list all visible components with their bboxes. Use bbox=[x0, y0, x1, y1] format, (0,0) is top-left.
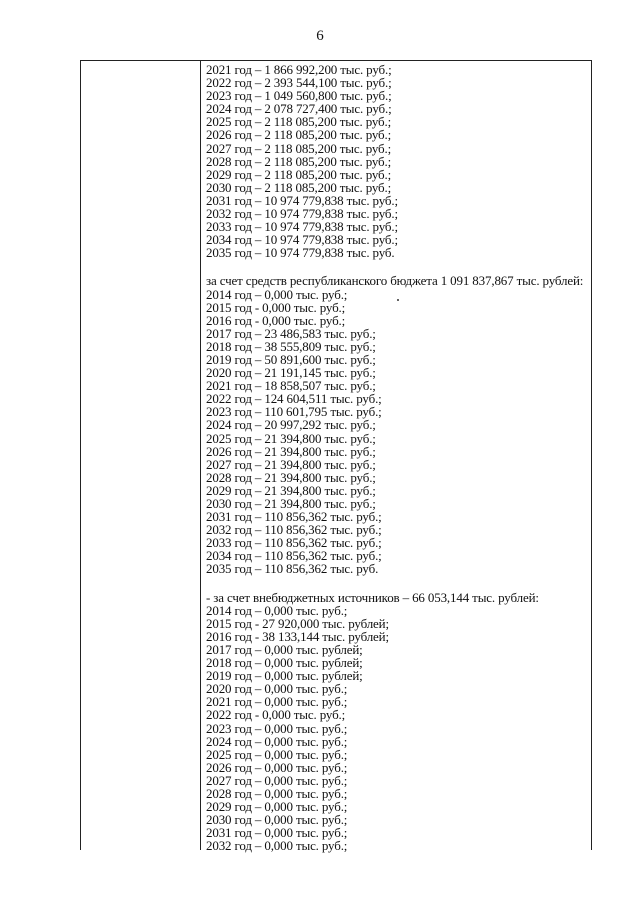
year-line: 2029 год – 0,000 тыс. руб.; bbox=[206, 799, 348, 815]
total-funding-by-year bbox=[206, 63, 587, 259]
year-line: 2026 год – 0,000 тыс. руб.; bbox=[206, 759, 348, 775]
page-number: 6 bbox=[316, 28, 324, 44]
year-line: 2018 год – 0,000 тыс. рублей; bbox=[206, 655, 363, 671]
year-line: 2029 год – 21 394,800 тыс. руб.; bbox=[206, 482, 376, 498]
section-heading: - за счет внебюджетных источников – 66 053,144 тыс. рублей: bbox=[206, 589, 539, 605]
year-line: 2016 год - 0,000 тыс. руб.; bbox=[206, 312, 346, 328]
year-line: 2021 год – 1 866 992,200 тыс. руб.; bbox=[206, 62, 392, 77]
year-line: 2034 год – 10 974 779,838 тыс. руб.; bbox=[206, 232, 398, 248]
year-line: 2026 год – 2 118 085,200 тыс. руб.; bbox=[206, 127, 392, 143]
year-line: 2020 год – 0,000 тыс. руб.; bbox=[206, 681, 348, 697]
year-line: 2015 год - 0,000 тыс. руб.; bbox=[206, 299, 346, 315]
year-line: 2035 год – 10 974 779,838 тыс. руб. bbox=[206, 245, 395, 261]
year-line: 2029 год – 2 118 085,200 тыс. руб.; bbox=[206, 166, 392, 182]
year-line: 2027 год – 21 394,800 тыс. руб.; bbox=[206, 456, 376, 472]
year-line: 2031 год – 0,000 тыс. руб.; bbox=[206, 825, 348, 841]
year-line: 2019 год – 50 891,600 тыс. руб.; bbox=[206, 351, 376, 367]
section-gap bbox=[206, 576, 587, 591]
year-line: 2033 год – 110 856,362 тыс. руб.; bbox=[206, 535, 382, 551]
year-line: 2022 год – 124 604,511 тыс. руб.; bbox=[206, 391, 382, 407]
year-line: 2014 год – 0,000 тыс. руб.; bbox=[206, 286, 348, 302]
year-line: 2023 год – 110 601,795 тыс. руб.; bbox=[206, 404, 382, 420]
year-line: 2022 год - 0,000 тыс. руб.; bbox=[206, 707, 346, 723]
year-line: 2028 год – 21 394,800 тыс. руб.; bbox=[206, 469, 376, 485]
year-line: 2026 год – 21 394,800 тыс. руб.; bbox=[206, 443, 376, 459]
table-label-cell bbox=[81, 61, 200, 850]
year-line: 2018 год – 38 555,809 тыс. руб.; bbox=[206, 338, 376, 354]
year-line: 2021 год – 0,000 тыс. руб.; bbox=[206, 694, 348, 710]
extrabudgetary-section bbox=[206, 591, 587, 853]
year-line: 2028 год – 2 118 085,200 тыс. руб.; bbox=[206, 153, 392, 169]
year-line: 2032 год – 10 974 779,838 тыс. руб.; bbox=[206, 206, 398, 222]
column-divider bbox=[200, 61, 201, 850]
year-line: 2019 год – 0,000 тыс. рублей; bbox=[206, 668, 363, 684]
section-heading: за счет средств республиканского бюджета 1 091 837,867 тыс. рублей: bbox=[206, 273, 584, 289]
scan-speck bbox=[397, 299, 399, 301]
year-line: 2033 год – 10 974 779,838 тыс. руб.; bbox=[206, 219, 398, 235]
year-line: 2015 год - 27 920,000 тыс. рублей; bbox=[206, 615, 389, 631]
year-line: 2028 год – 0,000 тыс. руб.; bbox=[206, 785, 348, 801]
year-line: 2025 год – 0,000 тыс. руб.; bbox=[206, 746, 348, 762]
year-line: 2030 год – 2 118 085,200 тыс. руб.; bbox=[206, 179, 392, 195]
year-line: 2024 год – 2 078 727,400 тыс. руб.; bbox=[206, 101, 392, 117]
year-line: 2030 год – 0,000 тыс. руб.; bbox=[206, 812, 348, 828]
section-gap bbox=[206, 259, 587, 274]
year-line: 2034 год – 110 856,362 тыс. руб.; bbox=[206, 548, 382, 564]
republican-budget-section bbox=[206, 274, 587, 575]
year-line: 2032 год – 110 856,362 тыс. руб.; bbox=[206, 522, 382, 538]
year-line: 2031 год – 10 974 779,838 тыс. руб.; bbox=[206, 192, 398, 208]
year-line: 2016 год - 38 133,144 тыс. рублей; bbox=[206, 628, 389, 644]
year-line: 2020 год – 21 191,145 тыс. руб.; bbox=[206, 365, 376, 381]
funding-table bbox=[80, 60, 592, 854]
year-line: 2025 год – 21 394,800 тыс. руб.; bbox=[206, 430, 376, 446]
year-line: 2027 год – 2 118 085,200 тыс. руб.; bbox=[206, 140, 392, 156]
year-line: 2035 год – 110 856,362 тыс. руб. bbox=[206, 561, 379, 577]
year-line: 2017 год – 0,000 тыс. рублей; bbox=[206, 641, 363, 657]
year-line: 2021 год – 18 858,507 тыс. руб.; bbox=[206, 378, 376, 394]
year-line: 2032 год – 0,000 тыс. руб.; bbox=[206, 838, 348, 854]
table-content-cell bbox=[206, 63, 587, 852]
year-line: 2014 год – 0,000 тыс. руб.; bbox=[206, 602, 348, 618]
year-line: 2024 год – 20 997,292 тыс. руб.; bbox=[206, 417, 376, 433]
year-line: 2024 год – 0,000 тыс. руб.; bbox=[206, 733, 348, 749]
year-line: 2022 год – 2 393 544,100 тыс. руб.; bbox=[206, 75, 392, 91]
year-line: 2030 год – 21 394,800 тыс. руб.; bbox=[206, 496, 376, 511]
year-line: 2023 год – 1 049 560,800 тыс. руб.; bbox=[206, 88, 392, 104]
year-line: 2023 год – 0,000 тыс. руб.; bbox=[206, 720, 348, 736]
year-line: 2031 год – 110 856,362 тыс. руб.; bbox=[206, 509, 382, 525]
year-line: 2017 год – 23 486,583 тыс. руб.; bbox=[206, 325, 376, 341]
year-line: 2027 год – 0,000 тыс. руб.; bbox=[206, 772, 348, 788]
year-line: 2025 год – 2 118 085,200 тыс. руб.; bbox=[206, 114, 392, 130]
